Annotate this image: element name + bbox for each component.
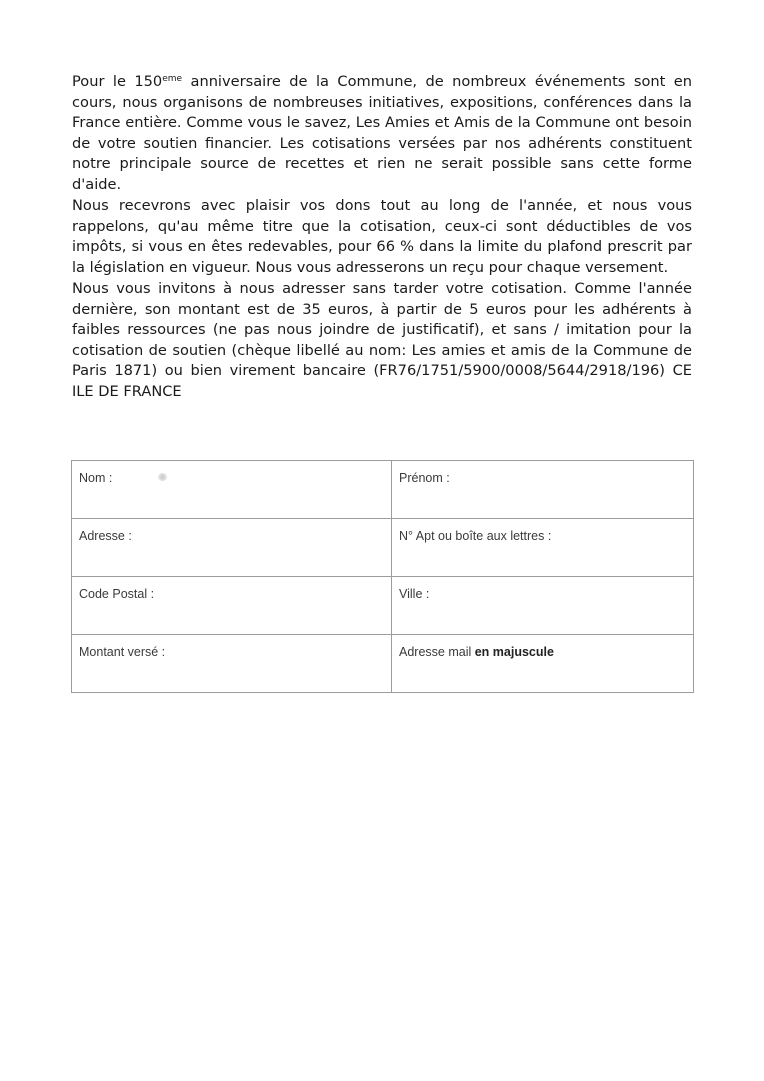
code-postal-field[interactable] xyxy=(72,577,392,635)
email-label-emphasis: en majuscule xyxy=(474,645,554,659)
form-row xyxy=(72,519,694,577)
montant-label: Montant versé : xyxy=(79,645,166,659)
apt-label: N° Apt ou boîte aux lettres : xyxy=(399,529,552,543)
email-label: Adresse mail xyxy=(399,645,475,659)
paragraph-anniversary xyxy=(72,72,692,195)
nom-label: Nom : xyxy=(79,471,113,485)
paragraph-membership-fee: Nous vous invitons à nous adresser sans tarder votre cotisation. Comme l'année dernière, son montant est de 35 euros, à partir de 5 euros pour les adhérents à faibles ressources (ne pas nous joindre de justificatif), et sans / imitation pour la cotisation de soutien (chèque libellé au nom: Les amies et amis de la Commune de Paris 1871) ou bien virement bancaire (FR76/1751/5900/0008/5644/2918/196) CE ILE DE FRANCE xyxy=(72,280,692,400)
form-row xyxy=(72,635,694,693)
ordinal-superscript: eme xyxy=(162,74,183,84)
ink-smudge xyxy=(158,473,167,481)
form-row xyxy=(72,577,694,635)
ville-label: Ville : xyxy=(399,587,430,601)
nom-field[interactable] xyxy=(72,461,392,519)
paragraph-anniversary-rest: anniversaire de la Commune, de nombreux événements sont en cours, nous organisons de nombreuses initiatives, expositions, conférences dans la France entière. Comme vous le savez, Les Amies et Amis de la Commune ont besoin de votre soutien financier. Les cotisations versées par nos adhérents constituent notre principale source de recettes et rien ne serait possible sans cette forme d'aide. xyxy=(72,73,693,193)
adresse-field[interactable] xyxy=(72,519,392,577)
montant-field[interactable] xyxy=(72,635,392,693)
form-row xyxy=(72,461,694,519)
adresse-label: Adresse : xyxy=(79,529,132,543)
code-postal-label: Code Postal : xyxy=(79,587,155,601)
apt-field[interactable] xyxy=(392,519,694,577)
membership-form xyxy=(71,460,694,693)
paragraph-anniversary-start: Pour le 150 xyxy=(72,73,163,90)
prenom-field[interactable] xyxy=(392,461,694,519)
paragraph-donations: Nous recevrons avec plaisir vos dons tout au long de l'année, et nous vous rappelons, qu'au même titre que la cotisation, ceux-ci sont déductibles de vos impôts, si vous en êtes redevables, pour 66 % dans la limite du plafond prescrit par la législation en vigueur. Nous vous adresserons un reçu pour chaque versement. xyxy=(72,197,692,276)
email-field[interactable] xyxy=(392,635,694,693)
letter-body xyxy=(72,72,692,402)
prenom-label: Prénom : xyxy=(399,471,450,485)
ville-field[interactable] xyxy=(392,577,694,635)
